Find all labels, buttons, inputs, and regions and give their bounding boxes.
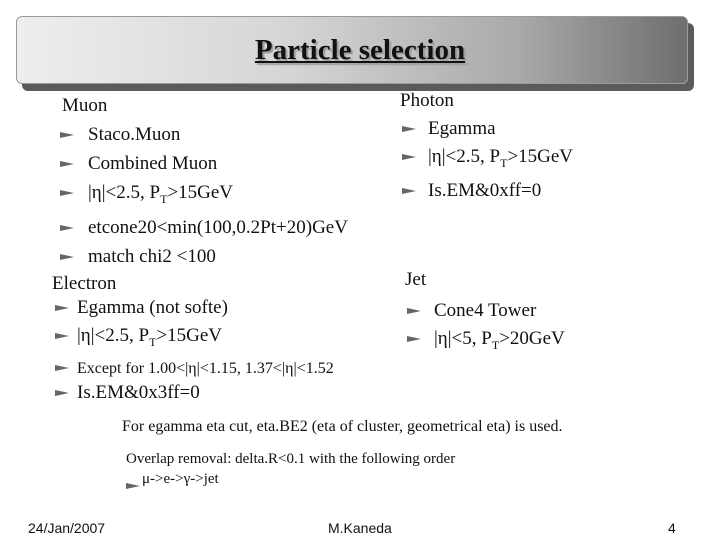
photon-heading: Photon xyxy=(400,90,454,111)
bullet-arrow-icon xyxy=(60,132,74,138)
bullet-arrow-icon xyxy=(126,477,140,494)
jet-item-cone4: Cone4 Tower xyxy=(405,299,565,323)
electron-item-crack: Except for 1.00<|η|<1.15, 1.37<|η|<1.52 xyxy=(52,357,334,381)
bullet-arrow-icon xyxy=(60,225,74,231)
footer-date: 24/Jan/2007 xyxy=(28,520,106,536)
photon-item-eta-pt: |η|<2.5, $P_T>15GeV$ xyxy=(400,145,573,175)
muon-item-staco: Staco.Muon xyxy=(62,123,348,147)
photon-item-egamma: Egamma xyxy=(400,117,573,141)
bullet-arrow-icon xyxy=(407,308,421,314)
footer-page-number: 4 xyxy=(668,520,676,536)
bullet-arrow-icon xyxy=(407,336,421,342)
bullet-arrow-icon xyxy=(55,333,69,339)
bullet-arrow-icon xyxy=(55,305,69,311)
muon-item-combined: Combined Muon xyxy=(62,152,348,176)
bullet-arrow-icon xyxy=(60,161,74,167)
photon-item-isem: Is.EM&0xff=0 xyxy=(400,179,573,203)
muon-item-eta-pt: |η|<2.5, $P_T>15GeV$ xyxy=(62,181,348,211)
footer-author: M.Kaneda xyxy=(328,520,392,536)
electron-section xyxy=(52,272,334,405)
bullet-arrow-icon xyxy=(60,190,74,196)
muon-heading: Muon xyxy=(62,95,108,116)
bullet-arrow-icon xyxy=(55,365,69,371)
photon-section xyxy=(400,89,573,203)
electron-item-isem: Is.EM&0x3ff=0 xyxy=(52,381,334,405)
overlap-order: μ->e->γ->jet xyxy=(126,471,219,488)
jet-heading: Jet xyxy=(405,269,427,290)
overlap-note: Overlap removal: delta.R<0.1 with the following order xyxy=(126,451,456,467)
bullet-arrow-icon xyxy=(55,390,69,396)
jet-section xyxy=(405,268,565,357)
jet-item-eta-pt: |η|<5, $P_T>20GeV$ xyxy=(405,327,565,357)
bullet-arrow-icon xyxy=(402,188,416,194)
bullet-arrow-icon xyxy=(402,126,416,132)
muon-item-etcone: etcone20<min(100,0.2Pt+20)GeV xyxy=(62,216,348,240)
bullet-arrow-icon xyxy=(60,254,74,260)
muon-section xyxy=(62,94,348,269)
bullet-arrow-icon xyxy=(402,154,416,160)
slide-title: Particle selection xyxy=(254,34,466,66)
electron-item-egamma: Egamma (not softe) xyxy=(52,296,334,320)
electron-heading: Electron xyxy=(52,273,117,294)
muon-item-chi2: match chi2 <100 xyxy=(62,245,348,269)
egamma-eta-note: For egamma eta cut, eta.BE2 (eta of cluster, geometrical eta) is used. xyxy=(122,418,563,435)
electron-item-eta-pt: |η|<2.5, $P_T>15GeV$ xyxy=(52,324,334,354)
